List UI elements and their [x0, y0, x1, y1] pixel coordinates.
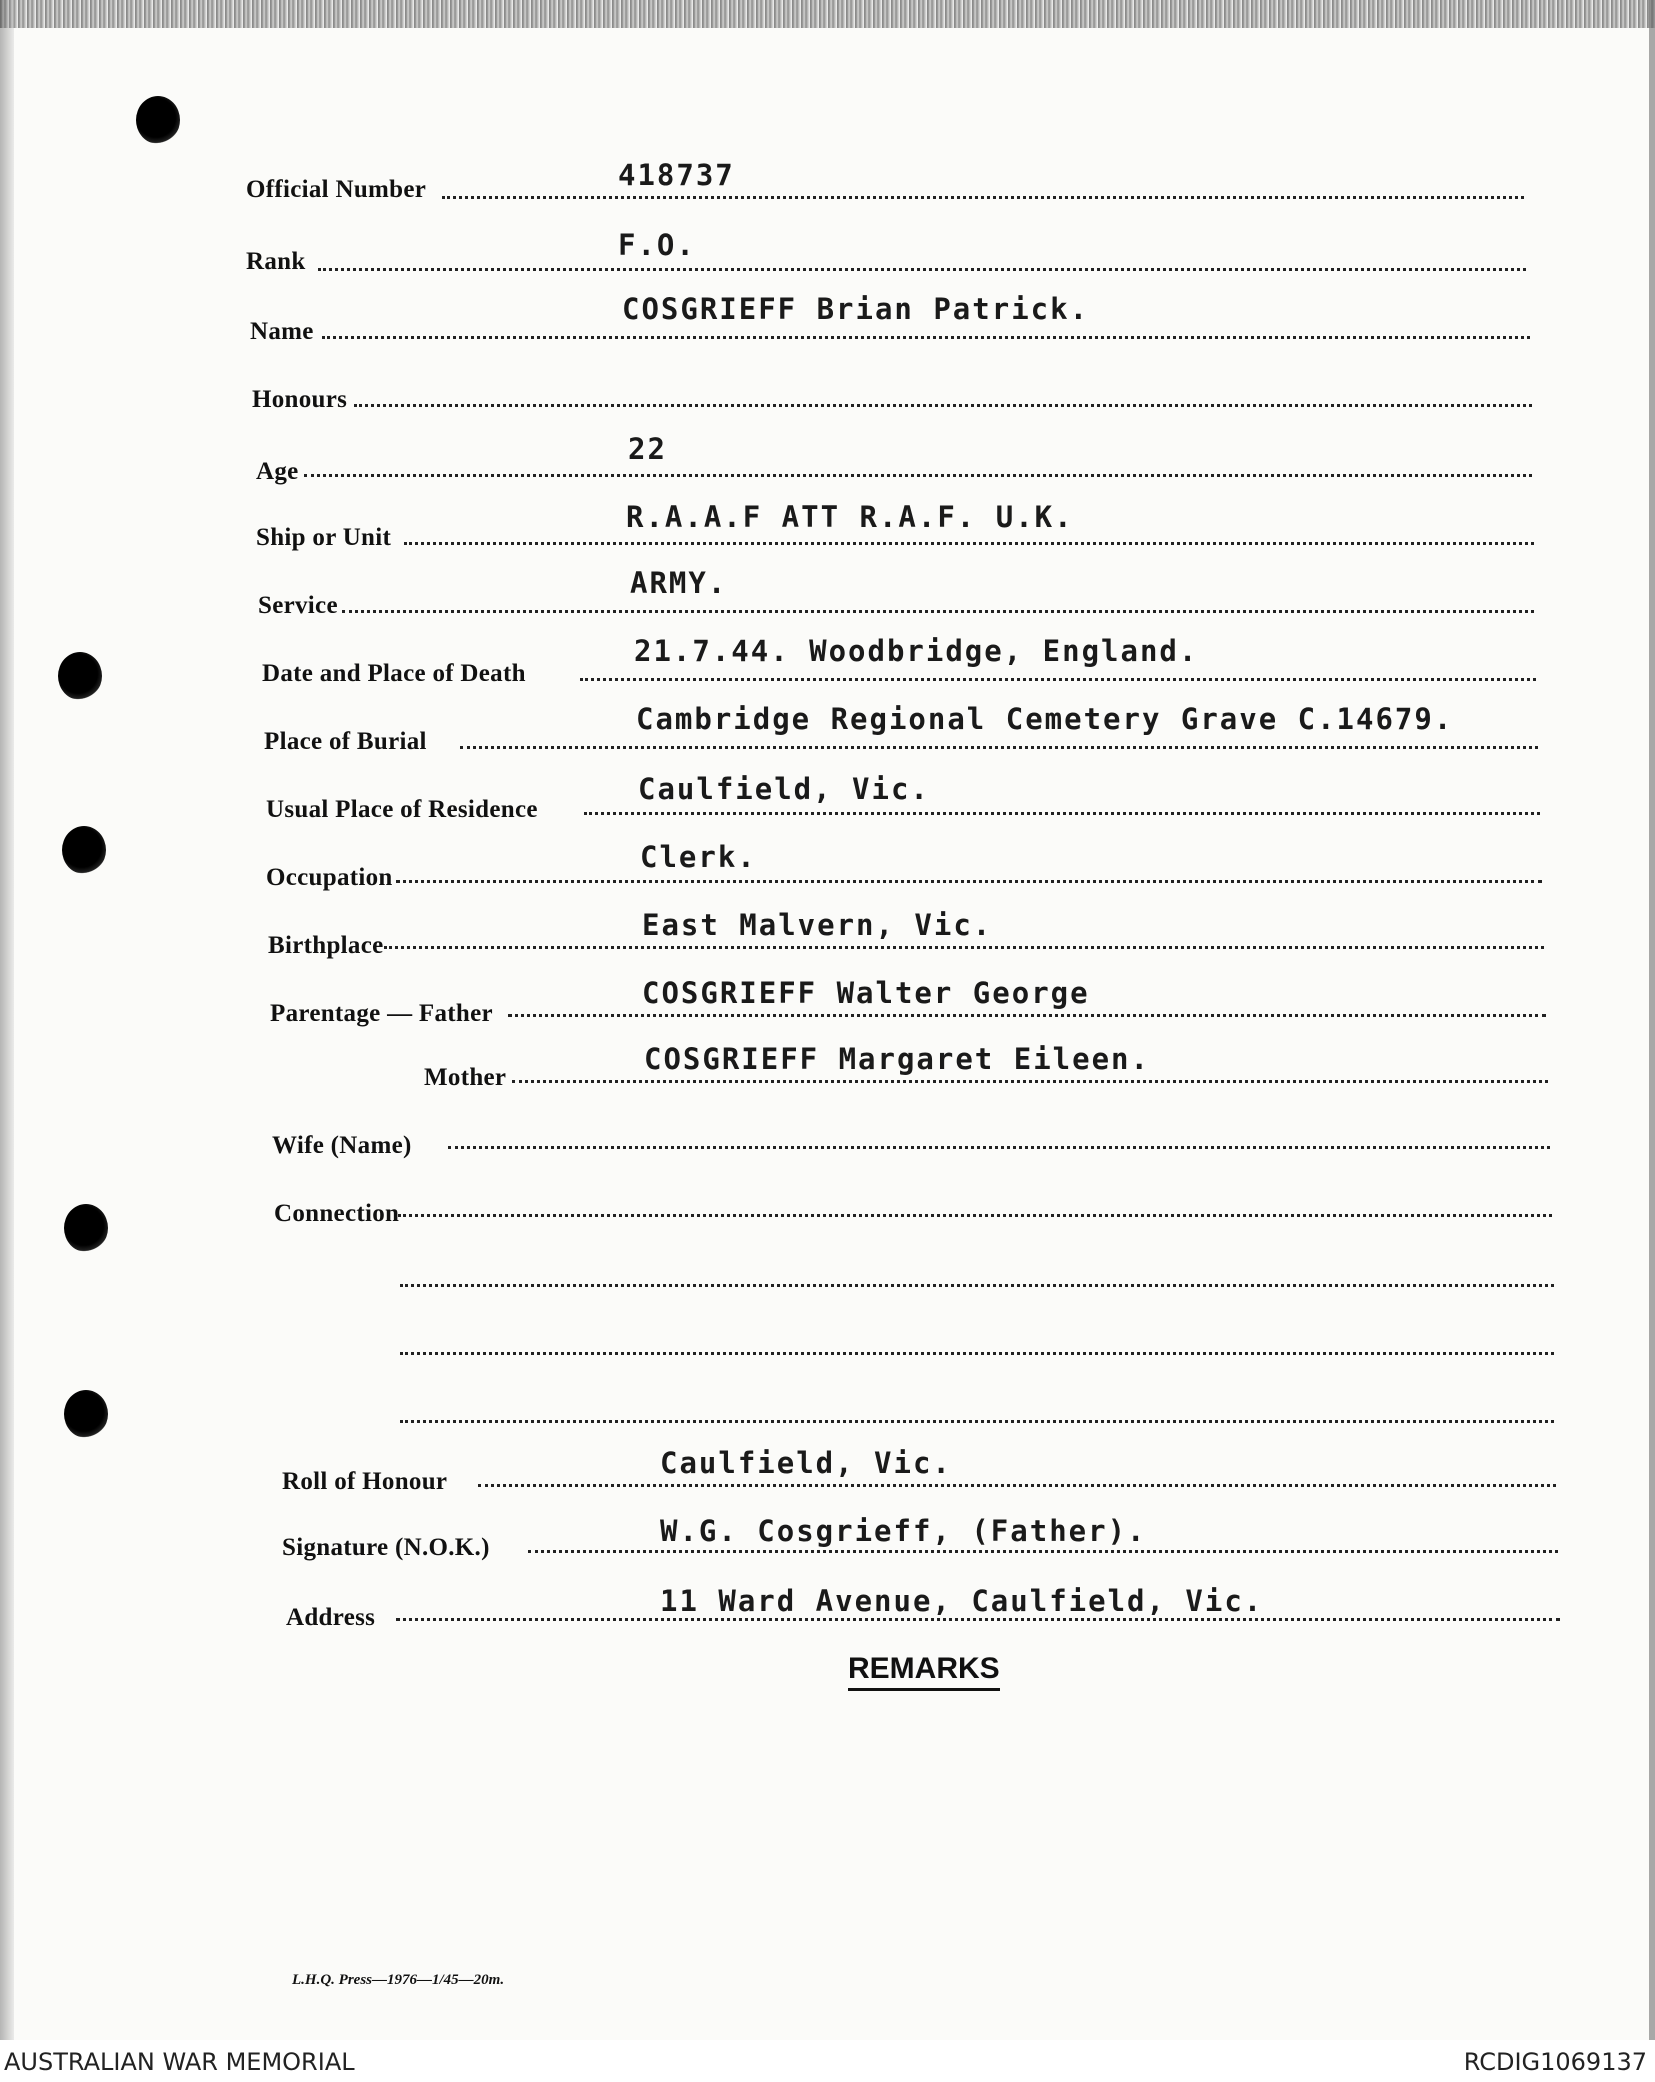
- field-value: F.O.: [618, 228, 696, 262]
- dotted-line: [354, 404, 1532, 407]
- field-value: Caulfield, Vic.: [660, 1446, 952, 1480]
- dotted-line: [508, 1014, 1546, 1017]
- field-label: Mother: [424, 1064, 507, 1091]
- field-value: 11 Ward Avenue, Caulfield, Vic.: [660, 1584, 1264, 1618]
- field-label: Age: [256, 458, 299, 485]
- field-value: COSGRIEFF Walter George: [642, 976, 1090, 1010]
- dotted-line: [478, 1484, 1556, 1487]
- dotted-line: [400, 1420, 1554, 1423]
- field-label: Signature (N.O.K.): [282, 1534, 490, 1561]
- dotted-line: [398, 1214, 1552, 1217]
- dotted-line: [322, 336, 1530, 339]
- field-label: Parentage — Father: [270, 1000, 493, 1027]
- field-value: COSGRIEFF Brian Patrick.: [622, 292, 1090, 326]
- field-label: Usual Place of Residence: [266, 796, 538, 823]
- archive-reference: RCDIG1069137: [1463, 2048, 1647, 2076]
- field-label: Roll of Honour: [282, 1468, 448, 1495]
- dotted-line: [580, 678, 1536, 681]
- dotted-line: [400, 1284, 1554, 1287]
- field-value: Cambridge Regional Cemetery Grave C.14679.: [636, 702, 1454, 736]
- scan-left-edge: [0, 0, 14, 2082]
- field-label: Name: [250, 318, 314, 345]
- dotted-line: [448, 1146, 1550, 1149]
- dotted-line: [396, 1618, 1560, 1621]
- field-label: Address: [286, 1604, 376, 1631]
- scan-top-edge: [0, 0, 1655, 28]
- dotted-line: [304, 474, 1532, 477]
- dotted-line: [442, 196, 1524, 199]
- field-label: Service: [258, 592, 338, 619]
- field-label: Rank: [246, 248, 306, 275]
- dotted-line: [460, 746, 1538, 749]
- field-label: Birthplace: [268, 932, 384, 959]
- dotted-line: [512, 1080, 1548, 1083]
- dotted-line: [584, 812, 1540, 815]
- punch-hole: [64, 1204, 108, 1252]
- field-label: Wife (Name): [272, 1132, 412, 1159]
- field-label: Place of Burial: [264, 728, 427, 755]
- punch-hole: [64, 1390, 108, 1438]
- field-label: Official Number: [246, 176, 427, 203]
- dotted-line: [404, 542, 1534, 545]
- field-value: ARMY.: [630, 566, 728, 600]
- field-value: R.A.A.F ATT R.A.F. U.K.: [626, 500, 1074, 534]
- field-label: Ship or Unit: [256, 524, 392, 551]
- scan-right-edge: [1649, 0, 1655, 2040]
- field-value: 21.7.44. Woodbridge, England.: [634, 634, 1199, 668]
- field-label: Date and Place of Death: [262, 660, 526, 687]
- field-value: W.G. Cosgrieff, (Father).: [660, 1514, 1147, 1548]
- punch-hole: [58, 652, 102, 700]
- archive-institution: AUSTRALIAN WAR MEMORIAL: [4, 2048, 355, 2076]
- dotted-line: [342, 610, 1534, 613]
- dotted-line: [384, 946, 1544, 949]
- field-label: Connection: [274, 1200, 400, 1227]
- remarks-heading: REMARKS: [848, 1652, 1000, 1691]
- field-value: East Malvern, Vic.: [642, 908, 993, 942]
- punch-hole: [62, 826, 106, 874]
- dotted-line: [528, 1550, 1558, 1553]
- field-value: 22: [628, 432, 667, 466]
- dotted-line: [396, 880, 1542, 883]
- field-value: Caulfield, Vic.: [638, 772, 930, 806]
- field-value: COSGRIEFF Margaret Eileen.: [644, 1042, 1150, 1076]
- printer-imprint: L.H.Q. Press—1976—1/45—20m.: [292, 1972, 505, 1988]
- field-label: Occupation: [266, 864, 393, 891]
- field-value: Clerk.: [640, 840, 757, 874]
- field-label: Honours: [252, 386, 348, 413]
- dotted-line: [400, 1352, 1554, 1355]
- field-value: 418737: [618, 158, 735, 192]
- dotted-line: [318, 268, 1526, 271]
- punch-hole: [136, 96, 180, 144]
